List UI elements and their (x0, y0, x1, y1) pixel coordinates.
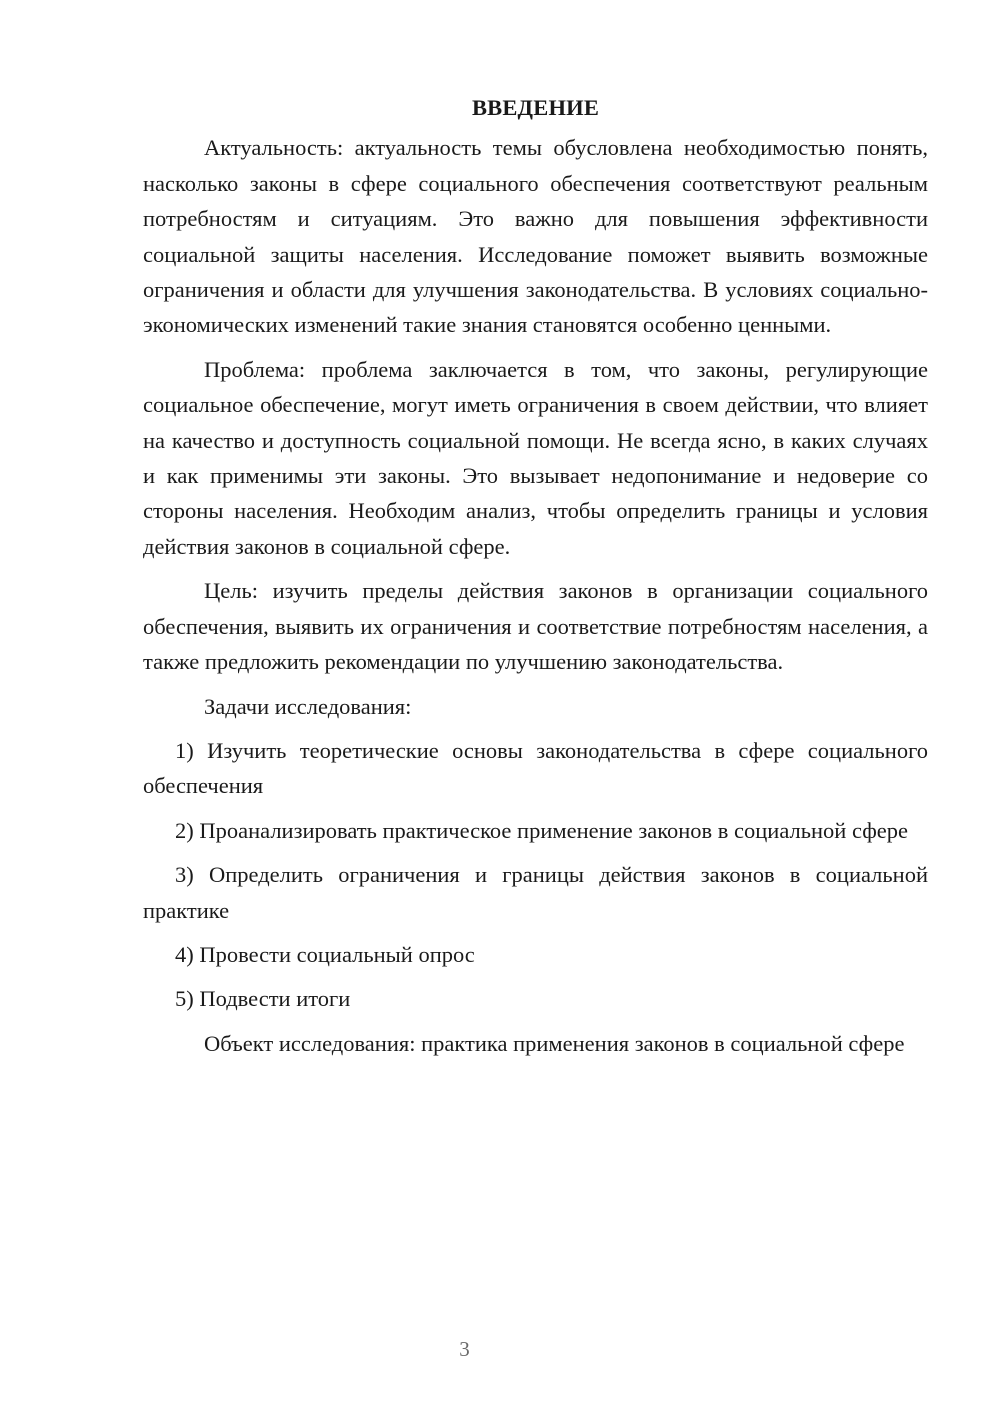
paragraph-problem: Проблема: проблема заключается в том, что законы, регулирующие социальное обеспечение, могут иметь ограничения в своем действии, что влияет на качество и доступность социальной помощи. Не всегда ясно, в каких случаях и как применимы эти законы. Это вызывает недопонимание и недоверие со стороны населения. Необходим анализ, чтобы определить границы и условия действия законов в социальной сфере. (143, 356, 928, 559)
task-item-3: 3) Определить ограничения и границы действия законов в социальной практике (143, 862, 928, 923)
task-item-2: 2) Проанализировать практическое применение законов в социальной сфере (175, 817, 909, 843)
task-item-1: 1) Изучить теоретические основы законодательства в сфере социального обеспечения (143, 737, 928, 799)
task-item-5: 5) Подвести итоги (175, 986, 351, 1012)
paragraph-relevance: Актуальность: актуальность темы обусловлена необходимостью понять, насколько законы в сфере социального обеспечения соответствуют реальным потребностям и ситуациям. Это важно для повышения эффективности социальной защиты населения. Исследование поможет выявить возможные ограничения и области для улучшения законодательства. В условиях социально-экономических изменений такие знания становятся особенно ценными. (143, 135, 928, 338)
page-number: 3 (459, 1337, 470, 1361)
paragraph-goal: Цель: изучить пределы действия законов в организации социального обеспечения, выявить их ограничения и соответствие потребностям населения, а также предложить рекомендации по улучшению законодательства. (143, 578, 928, 675)
page-content (143, 90, 928, 1070)
tasks-heading: Задачи исследования: (204, 693, 412, 719)
paragraph-object: Объект исследования: практика применения законов в социальной сфере (204, 1030, 905, 1056)
section-title: ВВЕДЕНИЕ (471, 95, 600, 120)
task-item-4: 4) Провести социальный опрос (175, 941, 475, 967)
